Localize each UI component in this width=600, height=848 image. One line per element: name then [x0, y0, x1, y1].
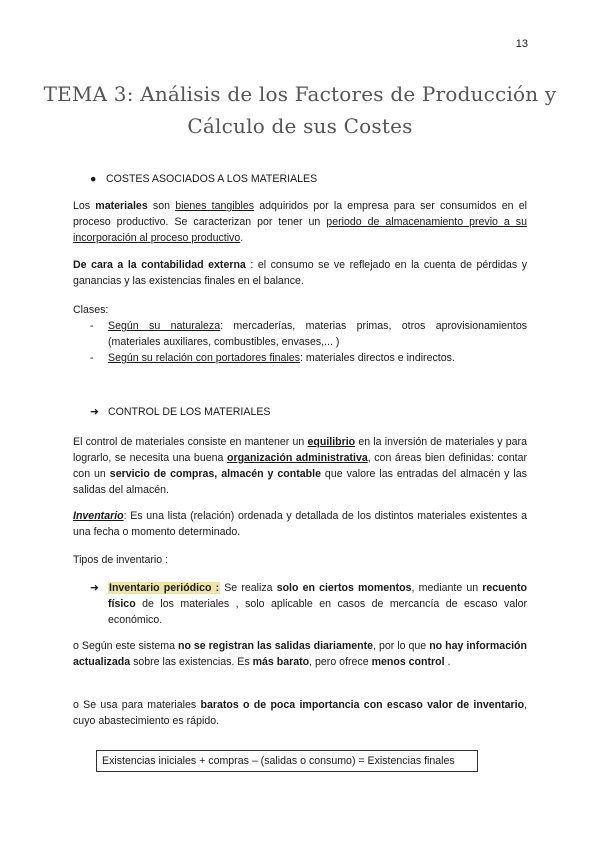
paragraph-materiales: Los materiales son bienes tangibles adquiridos por la empresa para ser consumidos en el proceso productivo. Se caracterizan por tener un periodo de almacenamiento previo a su incorporación al proceso productivo.: [73, 200, 528, 244]
paragraph-contabilidad: De cara a la contabilidad externa : el consumo se ve reflejado en la cuenta de pérdidas y ganancias y las existencias finales en el balance.: [73, 259, 527, 287]
inventario-periodico-item: ➜ Inventario periódico : Se realiza solo en ciertos momentos, mediante un recuento físico de los materiales , solo aplicable en casos de mercancía de escaso valor económico.: [90, 582, 528, 626]
heading-text: COSTES ASOCIADOS A LOS MATERIALES: [106, 173, 318, 185]
paragraph-control: El control de materiales consiste en mantener un equilibrio en la inversión de materiales y para lograrlo, se necesita una buena organización administrativa, con áreas bien definidas: contar con un servicio de compras, almacén y contable que valore las entradas del almacén y las salidas del almacén.: [73, 436, 527, 496]
paragraph-sistema: o Según este sistema no se registran las salidas diariamente, por lo que no hay información actualizada sobre las existencias. Es más barato, pero ofrece menos control .: [73, 640, 527, 668]
title-line-2: Cálculo de sus Costes: [187, 114, 413, 138]
arrow-icon: ➜: [90, 406, 99, 418]
page-number: 13: [515, 38, 528, 50]
paragraph-inventario: Inventario: Es una lista (relación) ordenada y detallada de los distintos materiales existentes a una fecha o momento determinado.: [73, 510, 527, 538]
list-item: - Según su relación con portadores finales: materiales directos e indirectos.: [90, 352, 455, 364]
arrow-icon: ➜: [90, 582, 99, 594]
page-title: [0, 78, 600, 142]
tipos-label: Tipos de inventario :: [73, 554, 169, 566]
clases-list: [90, 318, 527, 366]
formula-box: Existencias iniciales + compras – (salidas o consumo) = Existencias finales: [96, 750, 478, 772]
list-item: - Según su naturaleza: mercaderías, materias primas, otros aprovisionamientos (materiales auxiliares, combustibles, envases,... ): [90, 320, 528, 348]
bullet-icon: ●: [90, 173, 97, 185]
title-line-1: TEMA 3: Análisis de los Factores de Producción y: [43, 82, 557, 106]
clases-label: Clases:: [73, 304, 109, 316]
section-heading-costes: [90, 171, 317, 187]
paragraph-uso: o Se usa para materiales baratos o de poca importancia con escaso valor de inventario, cuyo abastecimiento es rápido.: [73, 699, 528, 727]
section-heading-control: [90, 404, 270, 420]
heading-text: CONTROL DE LOS MATERIALES: [108, 406, 271, 418]
